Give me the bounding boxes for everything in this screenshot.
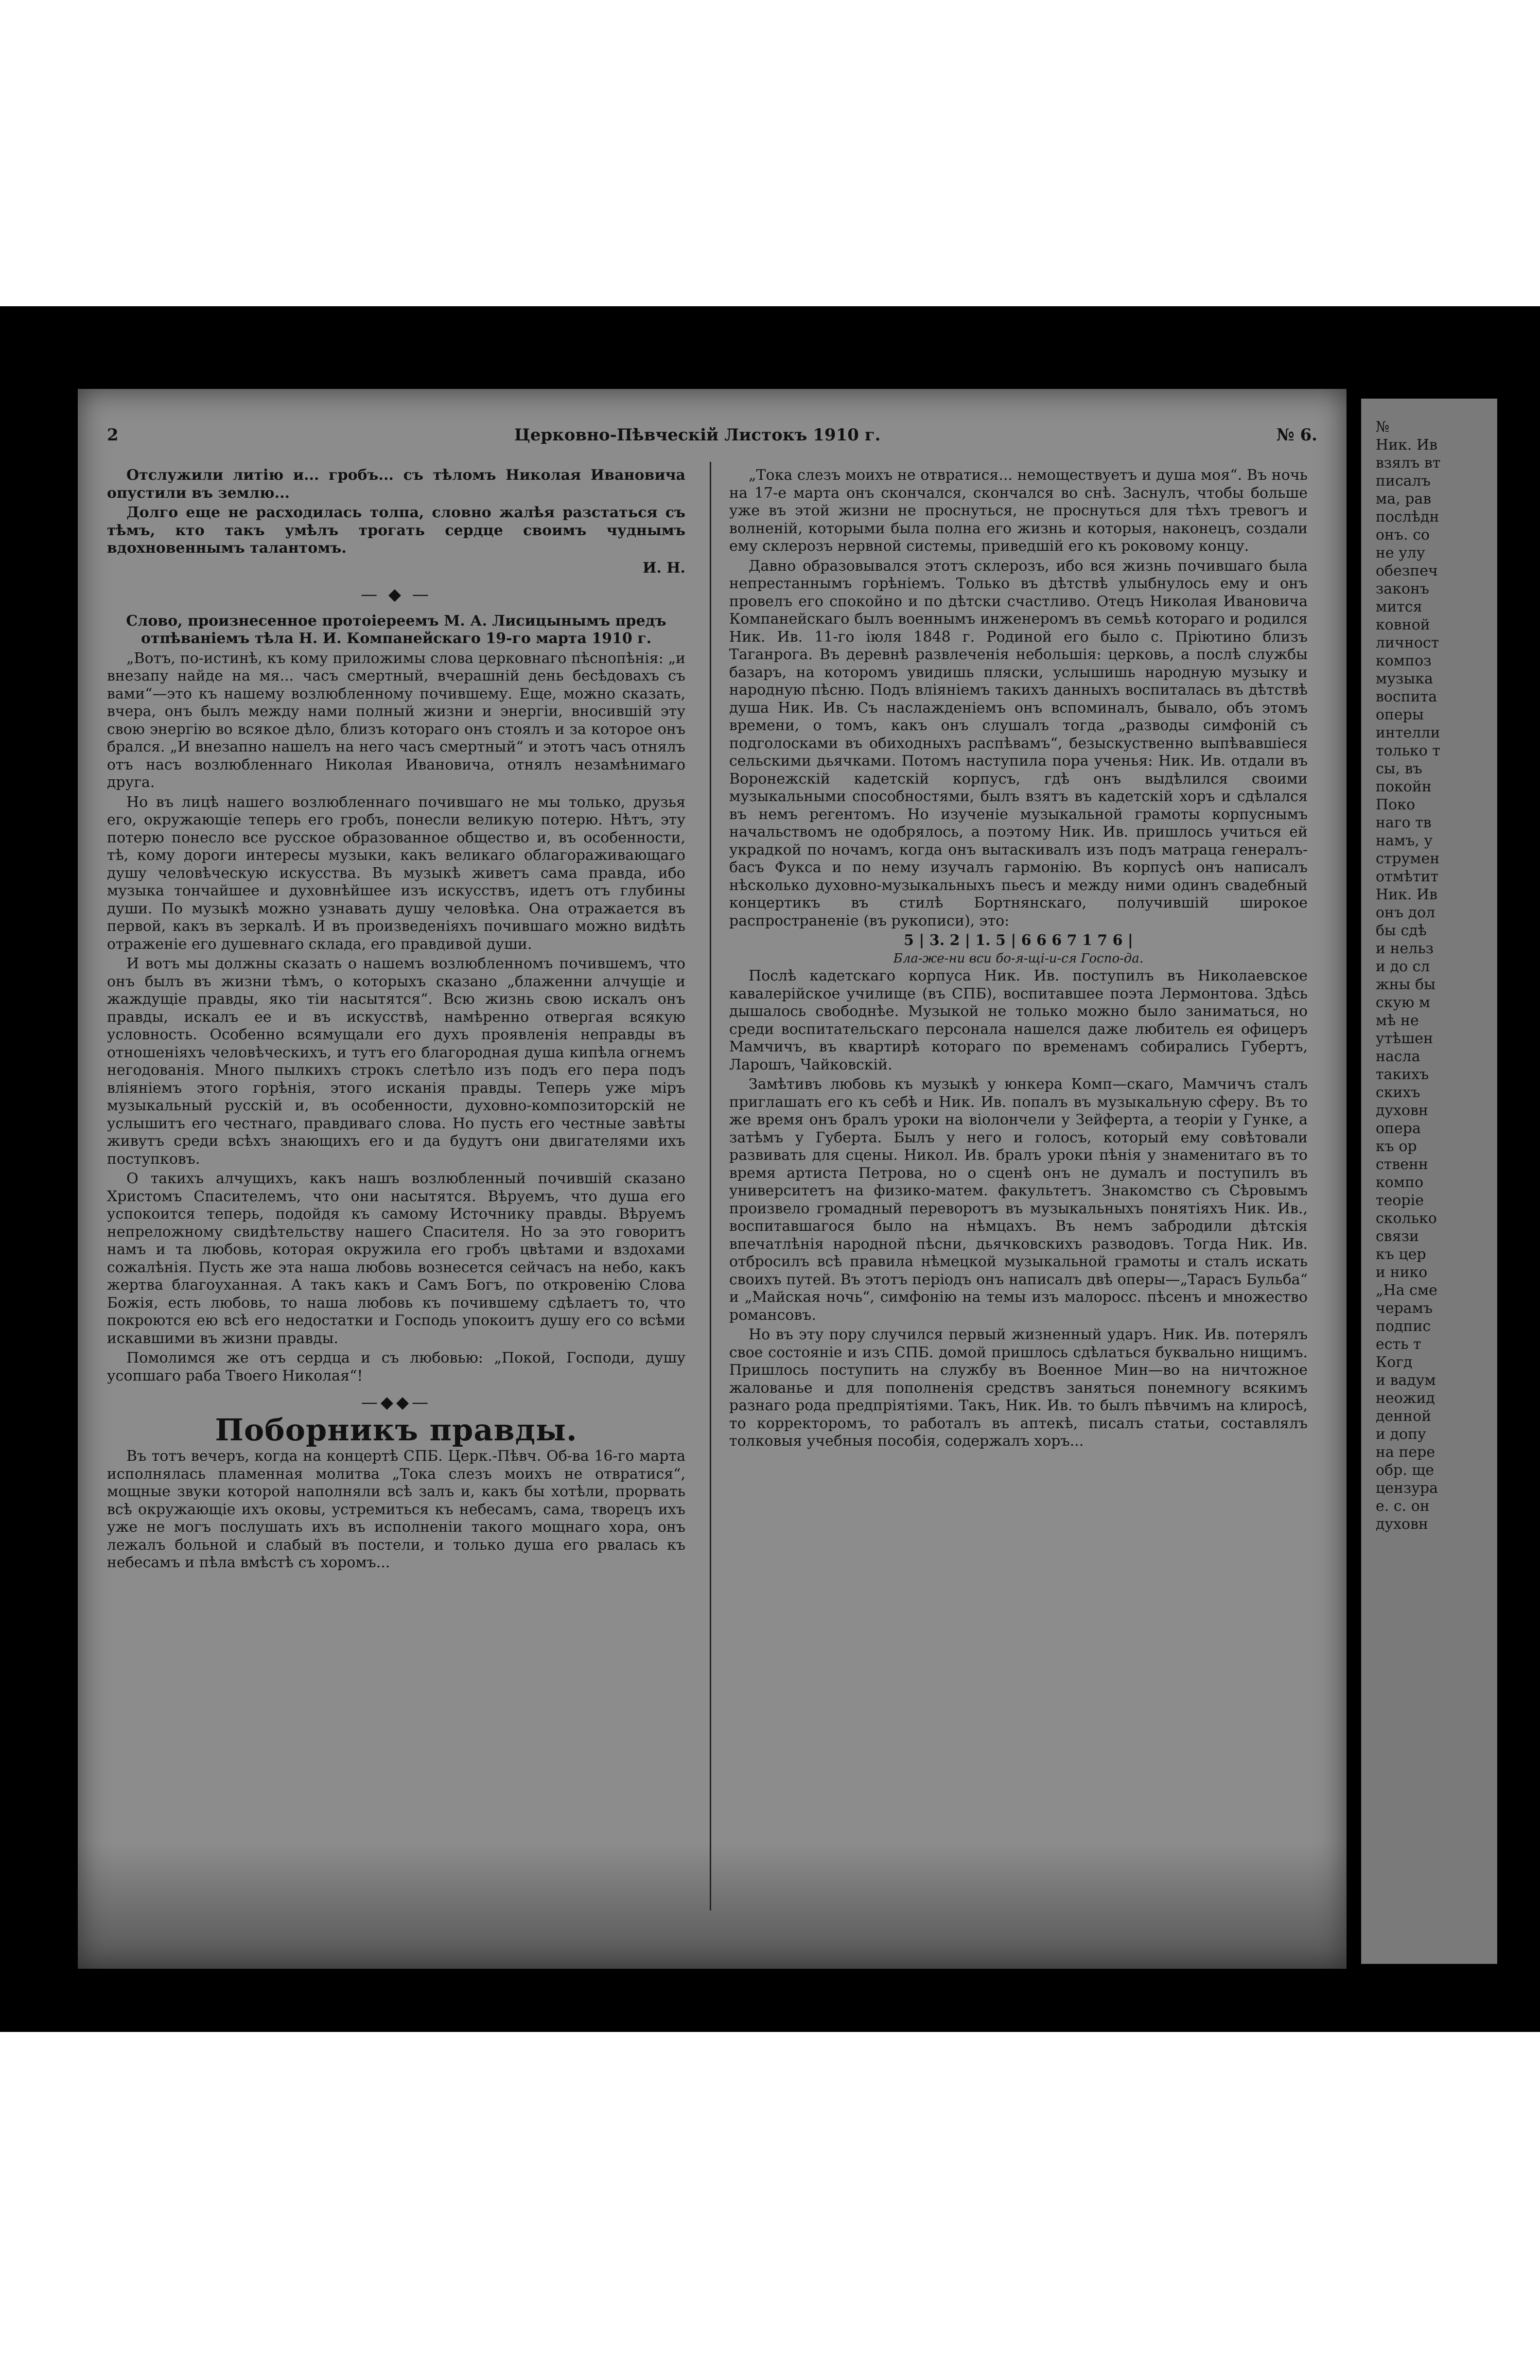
speech-title: Слово, произнесенное протоiереемъ М. А. Лисицынымъ предъ отпѣванiемъ тѣла Н. И. Компанейскаго 19-го марта 1910 г.: [126, 612, 666, 647]
adjacent-page-line: е. с. он: [1376, 1498, 1430, 1515]
adjacent-page-line: черамъ: [1376, 1300, 1433, 1317]
adjacent-page-line: композ: [1376, 652, 1432, 669]
adjacent-page-line: только т: [1376, 742, 1440, 759]
adjacent-page-line: жны бы: [1376, 976, 1435, 993]
adjacent-page-line: связи: [1376, 1228, 1419, 1245]
adjacent-page-line: сколько: [1376, 1210, 1437, 1227]
adjacent-page-line: теорiе: [1376, 1192, 1424, 1209]
adjacent-page-line: на пере: [1376, 1444, 1435, 1461]
page-header: [107, 423, 1317, 447]
adjacent-page-line: обезпеч: [1376, 562, 1438, 579]
adjacent-page-line: и до сл: [1376, 958, 1430, 975]
newspaper-title: Церковно-Пѣвческiй Листокъ 1910 г.: [514, 425, 881, 445]
page-number: 2: [107, 425, 119, 445]
adjacent-page-line: послѣдн: [1376, 508, 1439, 525]
article-paragraph: Послѣ кадетскаго корпуса Ник. Ив. поступилъ въ Николаевское кавалерiйское училище (въ СПБ), воспитавшее поэта Лермонтова. Здѣсь дышалось свободнѣе. Музыкой не только можно было заниматься, но среди воспитательскаго персонала нашелся даже любитель ея офицеръ Мамчичъ, въ квартирѣ котораго по временамъ собирались Губертъ, Ларошъ, Чайковскiй.: [729, 967, 1308, 1073]
music-lyric: Бла-же-ни вси бо-я-щi-и-ся Госпо-да.: [893, 951, 1144, 966]
adjacent-page-line: личност: [1376, 634, 1439, 651]
adjacent-page-line: законъ: [1376, 580, 1430, 597]
funeral-paragraph: Отслужили литiю и... гробъ... съ тѣломъ Николая Ивановича опустили въ землю...: [107, 467, 685, 502]
adjacent-page-text: [1376, 418, 1492, 1925]
adjacent-page-line: Поко: [1376, 796, 1416, 813]
adjacent-page-line: подпис: [1376, 1318, 1431, 1335]
adjacent-page-line: „На сме: [1376, 1282, 1438, 1299]
adjacent-page-line: скую м: [1376, 994, 1431, 1011]
adjacent-page-line: писалъ: [1376, 472, 1431, 490]
article-heading: Поборникъ правды.: [215, 1412, 578, 1448]
speech-paragraph: И вотъ мы должны сказать о нашемъ возлюбленномъ почившемъ, что онъ былъ въ жизни тѣмъ, о которыхъ сказано „блаженни алчущiе и жаждущiе правды, яко тiи насытятся“. Всю жизнь свою искалъ онъ правды, искалъ ее и въ искусствѣ, намѣренно отвергая всякую условность. Особенно всямущали его духъ проявленiя неправды въ отношенiяхъ человѣческихъ, и тутъ его благородная душа кипѣла огнемъ негодованiя. Много пылкихъ строкъ слетѣло изъ подъ его пера подъ влiянiемъ этого горѣнiя, этого исканiя правды. Теперь уже мiръ музыкальный русскiй и, въ особенности, духовно-композиторскiй не услышитъ его честнаго, правдиваго слова. Но пусть его честные завѣты живутъ среди всѣхъ знающихъ его и да будутъ они двигателями ихъ поступковъ.: [107, 955, 685, 1168]
adjacent-page-line: утѣшен: [1376, 1030, 1433, 1047]
adjacent-page-line: наго тв: [1376, 814, 1432, 831]
adjacent-page-line: струмен: [1376, 850, 1440, 867]
adjacent-page-line: обр. ще: [1376, 1462, 1435, 1479]
adjacent-page-line: покойн: [1376, 778, 1432, 795]
crowd-paragraph: Долго еще не расходилась толпа, словно жалѣя разстаться съ тѣмъ, кто такъ умѣлъ трогать сердце своимъ чуднымъ вдохновеннымъ талантомъ.: [107, 504, 685, 557]
article-paragraph: Но въ эту пору случился первый жизненный ударъ. Ник. Ив. потерялъ свое состоянiе и изъ СПБ. домой пришлось сдѣлаться буквально нищимъ. Пришлось поступить на службу въ Военное Мин—во на ничтожное жалованье и для пополненiя средствъ заняться понемногу всякимъ разнаго рода предпрiятiями. Такъ, Ник. Ив. то былъ пѣвчимъ на клиросѣ, то корректоромъ, то работалъ въ аптекѣ, писалъ статьи, составлялъ толковыя учебныя пособiя, содержалъ хоръ...: [729, 1326, 1308, 1450]
ornament-divider: — ◆ —: [361, 585, 432, 604]
adjacent-page-line: и допу: [1376, 1426, 1426, 1443]
music-notation: 5 | 3. 2 | 1. 5 | 6 6 6 7 1 7 6 |: [904, 932, 1133, 949]
adjacent-page-line: есть т: [1376, 1336, 1421, 1353]
adjacent-page-line: оперы: [1376, 706, 1424, 723]
adjacent-page-line: такихъ: [1376, 1066, 1429, 1083]
ornament-divider-2: —◆◆—: [361, 1393, 432, 1412]
issue-number: № 6.: [1276, 425, 1317, 445]
article-paragraph: „Тока слезъ моихъ не отвратися... немоществуетъ и душа моя“. Въ ночь на 17-е марта онъ скончался, скончался во снѣ. Заснулъ, чтобы больше уже въ этой жизни не проснуться, не проснуться для тѣхъ тревогъ и волненiй, которыми была полна его жизнь и которыя, наконецъ, создали ему склерозъ нервной системы, приведшiй его къ роковому концу.: [729, 467, 1308, 555]
adjacent-page-line: сы, въ: [1376, 760, 1422, 777]
adjacent-page-line: бы сдѣ: [1376, 922, 1427, 939]
adjacent-page-line: и нельз: [1376, 940, 1434, 957]
adjacent-page-line: интелли: [1376, 724, 1440, 741]
speech-paragraph: Помолимся же отъ сердца и съ любовью: „Покой, Господи, душу усопшаго раба Твоего Николая“!: [107, 1349, 685, 1384]
adjacent-page-line: онъ. со: [1376, 526, 1430, 543]
adjacent-page-line: денной: [1376, 1408, 1432, 1425]
speech-paragraph: О такихъ алчущихъ, какъ нашъ возлюбленный почившiй сказано Христомъ Спасителемъ, что они насытятся. Вѣруемъ, что душа его успокоится теперь, подойдя къ самому Источнику правды. Вѣруемъ непреложному свидѣтельству нашего Спасителя. Но за это говоритъ намъ и та любовь, которая окружила его гробъ цвѣтами и вздохами сожалѣнiя. Пусть же эта наша любовь вознесется сейчасъ на небо, какъ жертва благоуханная. А такъ какъ и Самъ Богъ, по откровенiю Слова Божiя, есть любовь, то наша любовь къ почившему сдѣлаетъ то, что покроются ею всѣ его недостатки и Господь упокоитъ душу его со всѣми искавшими въ жизни правды.: [107, 1170, 685, 1347]
adjacent-page-line: и нико: [1376, 1264, 1428, 1281]
adjacent-page-line: музыка: [1376, 670, 1433, 687]
newspaper-page: [78, 389, 1347, 1969]
adjacent-page-line: не улу: [1376, 544, 1425, 561]
article-paragraph: Въ тотъ вечеръ, когда на концертѣ СПБ. Церк.-Пѣвч. Об-ва 16-го марта исполнялась пламенная молитва „Тока слезъ моихъ не отвратися“, мощные звуки которой наполняли всѣ залъ и, какъ бы хотѣли, прорвать всѣ окружающiе ихъ оковы, устремиться къ небесамъ, сама, творецъ ихъ уже не могъ послушать ихъ въ исполненiи такого мощнаго хора, онъ лежалъ больной и слабый въ постели, и только душа его рвалась къ небесамъ и пѣла вмѣстѣ съ хоромъ...: [107, 1448, 685, 1571]
adjacent-page-line: компо: [1376, 1174, 1424, 1191]
adjacent-page-line: неожид: [1376, 1390, 1435, 1407]
adjacent-page-line: онъ дол: [1376, 904, 1435, 921]
column-divider: [710, 462, 711, 1910]
adjacent-page-line: ственн: [1376, 1156, 1429, 1173]
adjacent-page-line: мѣ не: [1376, 1012, 1419, 1029]
adjacent-page-line: къ цер: [1376, 1246, 1426, 1263]
adjacent-page-line: №: [1376, 419, 1390, 436]
signature: И. Н.: [642, 559, 685, 577]
adjacent-page-line: духовн: [1376, 1516, 1428, 1533]
adjacent-page-line: и вадум: [1376, 1372, 1436, 1389]
adjacent-page-line: мится: [1376, 598, 1422, 615]
article-paragraph: Давно образовывался этотъ склерозъ, ибо вся жизнь почившаго была непрестаннымъ горѣнiемъ. Только въ дѣтствѣ улыбнулось ему и онъ провелъ его спокойно и по дѣтски счастливо. Отецъ Николая Ивановича Компанейскаго былъ военнымъ инженеромъ въ семьѣ котораго и родился Ник. Ив. 11-го iюля 1848 г. Родиной его было с. Прiютино близъ Таганрога. Въ деревнѣ развлеченiя небольшiя: церковь, а послѣ службы базаръ, на которомъ увидишь пляски, услышишь народную музыку и народную пѣсню. Подъ влiянiемъ такихъ данныхъ воспиталась въ дѣтствѣ душа Ник. Ив. Съ наслажденiемъ онъ вспоминалъ, бывало, объ этомъ времени, о томъ, какъ онъ слушалъ тогда „разводы симфонiй съ подголосками въ обиходныхъ распѣвамъ“, безыскуственно выпѣвавшiеся сельскими дьячками. Потомъ наступила пора ученья: Ник. Ив. отдали въ Воронежскiй кадетскiй корпусъ, гдѣ онъ выдѣлился своими музыкальными способностями, былъ взятъ въ кадетскiй хоръ и сдѣлался въ немъ регентомъ. Но изученiе музыкальной грамоты корпуснымъ начальствомъ не одобрялось, а поэтому Ник. Ив. пришлось учиться ей украдкой по ночамъ, когда онъ вытаскивалъ изъ подъ матраца генералъ-басъ Фукса и по нему изучалъ гармонiю. Въ корпусѣ онъ написалъ нѣсколько духовно-музыкальныхъ пьесъ и между ними одинъ свадебный концертикъ въ стилѣ Бортнянскаго, получившiй широкое распространенiе (въ рукописи), это:: [729, 557, 1308, 929]
adjacent-page-line: цензура: [1376, 1480, 1438, 1497]
adjacent-page-line: взялъ вт: [1376, 455, 1441, 472]
adjacent-page-line: ма, рав: [1376, 490, 1432, 508]
speech-paragraph: „Вотъ, по-истинѣ, къ кому приложимы слова церковнаго пѣснопѣнiя: „и внезапу найде на мя... часъ смертный, вчерашнiй день бесѣдовахъ съ вами“—это къ нашему возлюбленному почившему. Еще, можно сказать, вчера, онъ былъ между нами полный жизни и энергiи, вносившiй эту свою энергiю во всякое дѣло, близъ котораго онъ стоялъ и за которое онъ брался. „И внезапно нашелъ на него часъ смертный“ и этотъ часъ отнялъ отъ насъ возлюбленнаго Николая Ивановича, отнялъ незамѣнимаго друга.: [107, 649, 685, 791]
adjacent-page-line: духовн: [1376, 1102, 1428, 1119]
adjacent-page-line: воспита: [1376, 688, 1437, 705]
adjacent-page-line: скихъ: [1376, 1084, 1420, 1101]
adjacent-page-line: опера: [1376, 1120, 1421, 1137]
adjacent-page-line: Когд: [1376, 1354, 1413, 1371]
left-column: [107, 467, 685, 1925]
adjacent-page-line: насла: [1376, 1048, 1420, 1065]
adjacent-page-line: Ник. Ив: [1376, 886, 1438, 903]
adjacent-page-line: къ ор: [1376, 1138, 1417, 1155]
adjacent-page-line: отмѣтит: [1376, 868, 1439, 885]
page-shadow: [78, 1842, 1347, 1969]
speech-paragraph: Но въ лицѣ нашего возлюбленнаго почившаго не мы только, друзья его, окружающiе теперь его гробъ, понесли великую потерю. Нѣтъ, эту потерю понесло все русское образованное общество и, въ особенности, тѣ, кому дороги интересы музыки, какъ великаго облагораживающаго душу человѣческую искусства. Въ музыкѣ живетъ сама правда, ибо музыка тончайшее и духовнѣйшее изъ искусствъ, идетъ отъ глубины души. По музыкѣ можно узнавать душу человѣка. Она отражается въ первой, какъ въ зеркалѣ. И въ произведенiяхъ почившаго можно видѣть отраженiе его душевнаго склада, его правдивой души.: [107, 793, 685, 953]
right-column: [729, 467, 1308, 1925]
adjacent-page-line: Ник. Ив: [1376, 437, 1438, 454]
article-paragraph: Замѣтивъ любовь къ музыкѣ у юнкера Комп—скаго, Мамчичъ сталъ приглашать его къ себѣ и Ник. Ив. попалъ въ музыкальную сферу. Въ то же время онъ бралъ уроки на вiолончели у Зейферта, а теорiи у Гунке, а затѣмъ у Губерта. Былъ у него и голосъ, который ему совѣтовали развивать для сцены. Никол. Ив. бралъ уроки пѣнiя у знаменитаго въ то время артиста Петрова, но о сценѣ онъ не думалъ и поступилъ въ университетъ на физико-матем. факультетъ. Знакомство съ Сѣровымъ произвело громадный переворотъ въ музыкальныхъ понятiяхъ Ник. Ив., воспитавшагося было на нѣмцахъ. Въ немъ забродили дѣтскiя впечатлѣнiя народной пѣсни, дьячковскихъ разводовъ. Тогда Ник. Ив. отбросилъ всѣ правила нѣмецкой музыкальной грамоты и сталъ искать своихъ путей. Въ этотъ перiодъ онъ написалъ двѣ оперы—„Тарасъ Бульба“ и „Майская ночь“, симфонiю на темы изъ малоросс. пѣсенъ и множество романсовъ.: [729, 1076, 1308, 1324]
adjacent-page-line: намъ, у: [1376, 832, 1433, 849]
adjacent-page-line: ковной: [1376, 616, 1430, 633]
